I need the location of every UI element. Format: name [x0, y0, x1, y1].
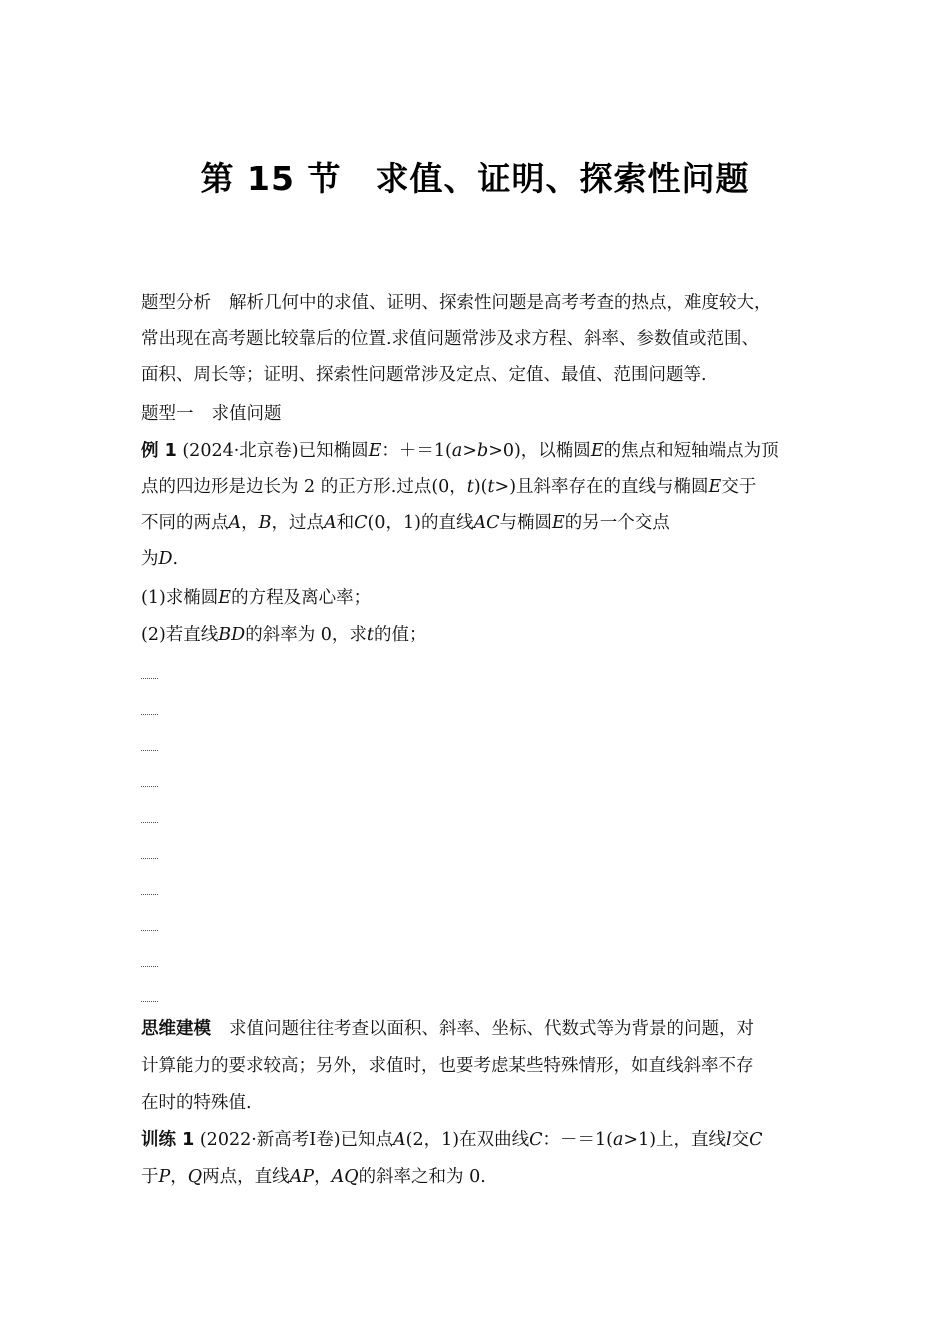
example-source: (2024·北京卷)	[182, 441, 299, 461]
analysis-label: 题型分析	[141, 293, 211, 313]
answer-line	[141, 930, 158, 932]
analysis-line-3: 面积、周长等；证明、探索性问题常涉及定点、定值、最值、范围问题等.	[141, 365, 707, 385]
answer-line	[141, 894, 158, 896]
answer-line	[141, 822, 158, 824]
training-1-line-2: 于P，Q两点，直线AP，AQ的斜率之和为 0.	[141, 1167, 486, 1187]
example-label: 例 1	[141, 441, 177, 461]
answer-line	[141, 786, 158, 788]
thinking-label: 思维建模	[141, 1019, 211, 1039]
example-1-line-1: 例 1 (2024·北京卷)已知椭圆E：＋＝1(a>b>0)，以椭圆E的焦点和短轴端点为顶	[141, 441, 779, 461]
answer-line	[141, 750, 158, 752]
training-source: (2022·新高考Ⅰ卷)	[199, 1130, 341, 1150]
thinking-line-2: 计算能力的要求较高；另外，求值时，也要考虑某些特殊情形，如直线斜率不存	[141, 1056, 754, 1076]
example-1-line-4: 为D.	[141, 549, 179, 569]
training-label: 训练 1	[141, 1130, 195, 1150]
answer-line	[141, 678, 158, 680]
thinking-line-1: 思维建模 求值问题往往考查以面积、斜率、坐标、代数式等为背景的问题，对	[141, 1019, 754, 1039]
title-section-number: 第 15 节	[200, 159, 342, 198]
answer-line	[141, 966, 158, 968]
example-1-question-2: (2)若直线BD的斜率为 0，求t的值；	[141, 625, 427, 645]
thinking-line-3: 在时的特殊值.	[141, 1093, 252, 1113]
example-1-question-1: (1)求椭圆E的方程及离心率；	[141, 588, 372, 608]
answer-line	[141, 714, 158, 716]
answer-line	[141, 858, 158, 860]
example-1-line-3: 不同的两点A，B，过点A和C(0，1)的直线AC与椭圆E的另一个交点	[141, 513, 670, 533]
title-text: 求值、证明、探索性问题	[375, 159, 750, 198]
answer-line	[141, 1001, 158, 1003]
page-title	[0, 153, 950, 200]
analysis-line-2: 常出现在高考题比较靠后的位置.求值问题常涉及求方程、斜率、参数值或范围、	[141, 329, 760, 349]
example-1-line-2: 点的四边形是边长为 2 的正方形.过点(0，t)(t>)且斜率存在的直线与椭圆E交于	[141, 477, 757, 497]
section-heading: 题型一 求值问题	[141, 404, 282, 424]
analysis-line-1: 题型分析 解析几何中的求值、证明、探索性问题是高考考查的热点，难度较大，	[141, 293, 772, 313]
training-1-line-1: 训练 1 (2022·新高考Ⅰ卷)已知点A(2，1)在双曲线C：－＝1(a>1)上，直线l交C	[141, 1130, 763, 1150]
